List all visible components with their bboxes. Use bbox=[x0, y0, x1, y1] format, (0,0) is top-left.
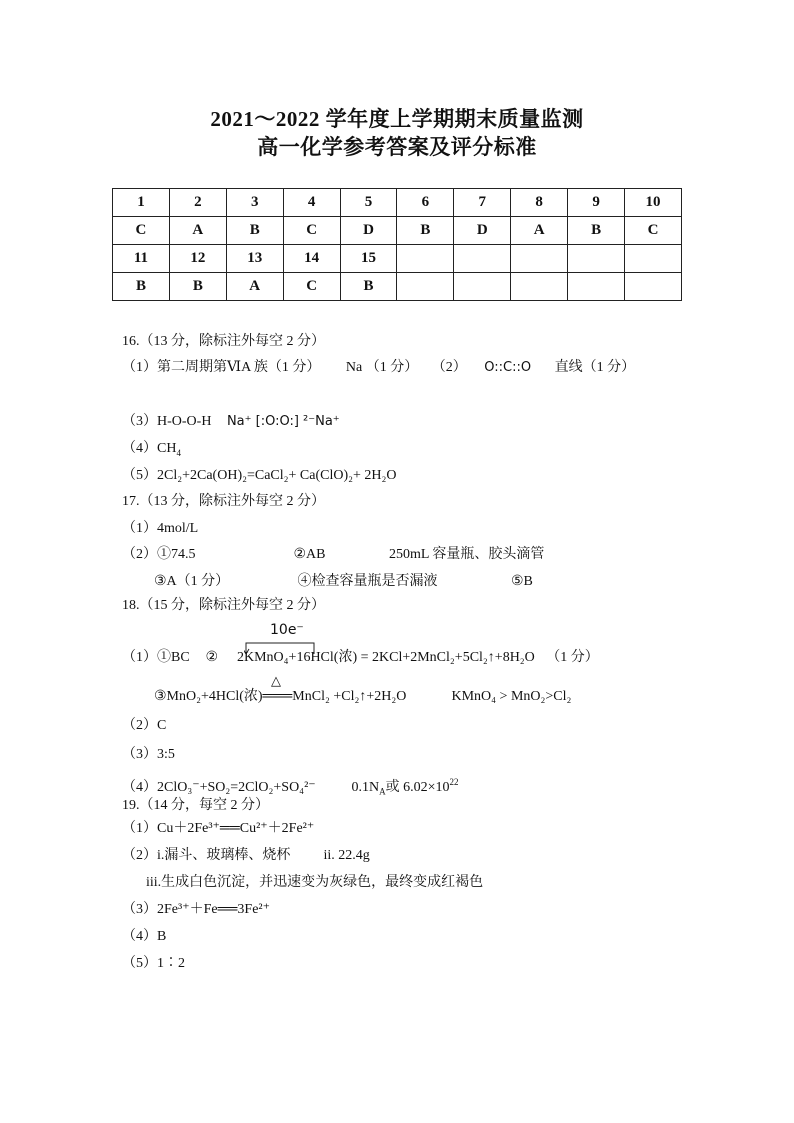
answer-cell: D bbox=[340, 217, 397, 245]
na2o2-electron-formula: Na⁺ [:O:O:] ²⁻Na⁺ bbox=[226, 414, 340, 429]
answer-cell bbox=[568, 245, 625, 273]
answer-cell: 13 bbox=[226, 245, 283, 273]
answer-cell bbox=[454, 245, 511, 273]
answer-cell: A bbox=[511, 217, 568, 245]
q16-part4-text: （4）CH bbox=[122, 441, 177, 456]
q16-part1-a: （1）第二周期第ⅥA 族（1 分） bbox=[122, 360, 321, 375]
clo3-equation: （4）2ClO₃⁻+SO₂=2ClO₂+SO₄²⁻ bbox=[122, 779, 316, 795]
answer-cell bbox=[397, 273, 454, 301]
answer-cell: B bbox=[226, 217, 283, 245]
q16-part1-d: 直线（1 分） bbox=[554, 360, 636, 375]
co2-electron-formula: O::C::O bbox=[484, 360, 532, 375]
kmno4-equation: 2KMnO₄+16HCl(浓) = 2KCl+2MnCl₂+5Cl₂↑+8H₂O bbox=[237, 650, 535, 665]
answer-row bbox=[113, 273, 682, 301]
q18-part4-b-sub: A bbox=[379, 786, 386, 797]
q17-part2-a: （2）①74.5 bbox=[122, 547, 196, 562]
q18-part1-b: ② bbox=[205, 650, 219, 665]
q17-part2-b: ②AB bbox=[293, 547, 326, 562]
q17-part2-cont bbox=[154, 573, 533, 591]
answer-cell: B bbox=[568, 217, 625, 245]
answer-cell: B bbox=[397, 217, 454, 245]
answer-cell: 10 bbox=[625, 189, 682, 217]
q18-heading: 18.（15 分，除标注外每空 2 分） bbox=[122, 598, 325, 613]
answer-cell bbox=[511, 245, 568, 273]
answer-cell: 15 bbox=[340, 245, 397, 273]
q19-part3: （3）2Fe³⁺＋Fe══3Fe²⁺ bbox=[122, 902, 271, 917]
q18-part1-points: （1 分） bbox=[546, 650, 599, 665]
q18-part1 bbox=[122, 649, 599, 667]
answer-cell: A bbox=[226, 273, 283, 301]
q16-heading: 16.（13 分，除标注外每空 2 分） bbox=[122, 334, 325, 349]
answer-cell: C bbox=[283, 273, 340, 301]
oxidizing-order: KMnO₄ > MnO₂>Cl₂ bbox=[451, 689, 572, 704]
q18-part1-a: （1）①BC bbox=[122, 650, 190, 665]
q17-part2-d: ③A（1 分） bbox=[154, 574, 230, 589]
heating-symbol: △ bbox=[271, 673, 281, 688]
answer-cell: 7 bbox=[454, 189, 511, 217]
q18-part1-cont bbox=[154, 688, 571, 706]
answer-table bbox=[112, 188, 682, 301]
answer-cell: C bbox=[113, 217, 170, 245]
answer-cell: 1 bbox=[113, 189, 170, 217]
answer-cell: 14 bbox=[283, 245, 340, 273]
q16-part3-a: （3）H-O-O-H bbox=[122, 414, 212, 429]
answer-cell bbox=[511, 273, 568, 301]
answer-cell: C bbox=[625, 217, 682, 245]
q16-part1 bbox=[122, 359, 635, 377]
answer-cell: 2 bbox=[169, 189, 226, 217]
answer-cell: 6 bbox=[397, 189, 454, 217]
answer-cell: 11 bbox=[113, 245, 170, 273]
q18-part2: （2）C bbox=[122, 718, 167, 733]
q18-part4-c: 或 6.02×10 bbox=[385, 779, 450, 795]
page-title-sub: 高一化学参考答案及评分标准 bbox=[257, 135, 537, 159]
q17-part2 bbox=[122, 546, 544, 564]
q19-part5: （5）1∶2 bbox=[122, 956, 185, 971]
mno2-equation: ③MnO₂+4HCl(浓)═══MnCl₂ +Cl₂↑+2H₂O bbox=[154, 689, 407, 704]
q19-part2-a: （2）i.漏斗、玻璃棒、烧杯 bbox=[122, 848, 291, 863]
q16-part5: （5）2Cl₂+2Ca(OH)₂=CaCl₂+ Ca(ClO)₂+ 2H₂O bbox=[122, 468, 397, 483]
answer-cell: 4 bbox=[283, 189, 340, 217]
q19-heading: 19.（14 分，每空 2 分） bbox=[122, 798, 269, 813]
answer-cell: C bbox=[283, 217, 340, 245]
answer-cell: B bbox=[340, 273, 397, 301]
q18-part3: （3）3:5 bbox=[122, 747, 175, 762]
answer-row bbox=[113, 245, 682, 273]
q19-part2 bbox=[122, 847, 370, 865]
q19-part2-b: ii. 22.4g bbox=[323, 848, 370, 863]
page-title-main: 2021～2022 学年度上学期期末质量监测 bbox=[210, 107, 584, 131]
electron-transfer-label: 10e⁻ bbox=[270, 622, 304, 638]
q16-part4 bbox=[122, 440, 181, 462]
q19-part1: （1）Cu＋2Fe³⁺══Cu²⁺＋2Fe²⁺ bbox=[122, 821, 315, 836]
q16-part3 bbox=[122, 413, 340, 431]
answer-cell: 9 bbox=[568, 189, 625, 217]
answer-cell bbox=[454, 273, 511, 301]
answer-cell bbox=[625, 245, 682, 273]
q16-part4-sub: 4 bbox=[176, 447, 181, 458]
q16-part1-b: Na （1 分） bbox=[345, 360, 419, 375]
answer-cell: 3 bbox=[226, 189, 283, 217]
answer-cell bbox=[625, 273, 682, 301]
q19-part2-cont: iii.生成白色沉淀，并迅速变为灰绿色，最终变成红褐色 bbox=[146, 875, 484, 890]
answer-cell: 5 bbox=[340, 189, 397, 217]
q16-part1-c: （2） bbox=[431, 360, 467, 375]
answer-cell bbox=[568, 273, 625, 301]
answer-cell: B bbox=[113, 273, 170, 301]
answer-cell: 8 bbox=[511, 189, 568, 217]
q17-part2-c: 250mL 容量瓶、胶头滴管 bbox=[389, 547, 545, 562]
answer-cell: 12 bbox=[169, 245, 226, 273]
answer-row bbox=[113, 217, 682, 245]
q17-heading: 17.（13 分，除标注外每空 2 分） bbox=[122, 494, 325, 509]
answer-row bbox=[113, 189, 682, 217]
answer-cell bbox=[397, 245, 454, 273]
q19-part4: （4）B bbox=[122, 929, 167, 944]
answer-cell: A bbox=[169, 217, 226, 245]
answer-cell: B bbox=[169, 273, 226, 301]
answer-cell: D bbox=[454, 217, 511, 245]
q18-part4-b: 0.1N bbox=[351, 779, 380, 795]
q17-part2-e: ④检查容量瓶是否漏液 bbox=[297, 574, 438, 589]
q18-part4-c-sup: 22 bbox=[449, 777, 459, 787]
q17-part2-f: ⑤B bbox=[511, 574, 533, 589]
q17-part1: （1）4mol/L bbox=[122, 521, 199, 536]
